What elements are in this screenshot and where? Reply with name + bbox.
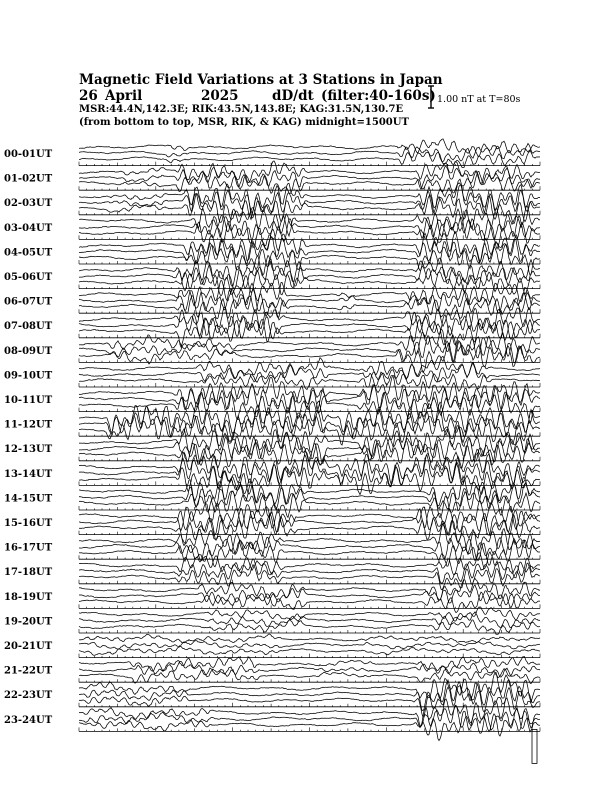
trace-MSR <box>79 242 540 275</box>
hour-row-23-24UT <box>4 698 540 741</box>
hour-label: 07-08UT <box>4 321 53 333</box>
station-coordinates: MSR:44.4N,142.3E; RIK:43.5N,143.8E; KAG:31.5N,130.7E <box>79 104 404 115</box>
hour-row-20-21UT <box>4 634 540 658</box>
minute-ticks <box>79 285 540 289</box>
hour-row-06-07UT <box>4 281 540 319</box>
hour-label: 19-20UT <box>4 616 53 628</box>
hour-label: 20-21UT <box>4 641 53 652</box>
hour-label: 23-24UT <box>4 714 53 726</box>
quantity-label: dD/dt <box>272 88 314 104</box>
trace-KAG <box>79 501 540 531</box>
hour-label: 02-03UT <box>4 198 53 210</box>
hour-label: 05-06UT <box>4 272 53 283</box>
hour-label: 01-02UT <box>4 173 53 185</box>
trace-MSR <box>79 412 540 446</box>
filter-label: (filter:40-160s) <box>321 88 436 104</box>
trace-KAG <box>79 698 540 728</box>
minute-ticks <box>79 555 540 559</box>
trace-RIK <box>79 641 540 649</box>
hour-row-13-14UT <box>4 452 540 495</box>
minute-ticks <box>79 235 540 239</box>
hour-label: 22-23UT <box>4 690 53 702</box>
minute-ticks <box>79 211 540 215</box>
hour-label: 03-04UT <box>4 222 53 234</box>
hour-row-10-11UT <box>4 376 540 422</box>
hour-label: 17-18UT <box>4 567 53 579</box>
chart-title: Magnetic Field Variations at 3 Stations in Japan <box>79 72 443 88</box>
scale-bar <box>428 86 434 108</box>
hour-row-14-15UT <box>4 476 540 517</box>
hour-label: 08-09UT <box>4 345 53 357</box>
hour-label: 06-07UT <box>4 296 53 308</box>
trace-KAG <box>79 634 540 643</box>
scale-label: 1.00 nT at T=80s <box>437 94 521 105</box>
hour-label: 21-22UT <box>4 665 53 677</box>
minute-ticks <box>79 654 540 658</box>
hour-row-19-20UT <box>4 607 540 635</box>
hour-row-05-06UT <box>4 255 540 295</box>
trace-MSR <box>79 268 540 296</box>
minute-ticks <box>79 604 540 608</box>
hour-row-21-22UT <box>4 657 540 684</box>
hour-label: 10-11UT <box>4 395 53 406</box>
station-order-note: (from bottom to top, MSR, RIK, & KAG) midnight=1500UT <box>79 117 409 128</box>
hour-label: 14-15UT <box>4 493 53 505</box>
date-day: 26 <box>79 88 98 104</box>
hour-label: 16-17UT <box>4 542 53 554</box>
hour-row-22-23UT <box>4 672 540 717</box>
date-year: 2025 <box>201 88 239 104</box>
trace-RIK <box>79 585 540 608</box>
hour-row-02-03UT <box>4 179 540 224</box>
hour-label: 04-05UT <box>4 247 53 259</box>
hour-row-16-17UT <box>4 523 540 567</box>
hour-label: 09-10UT <box>4 370 53 382</box>
hour-row-17-18UT <box>4 552 540 590</box>
offscale-marker <box>532 729 537 763</box>
trace-RIK <box>79 507 540 540</box>
minute-ticks <box>79 358 540 362</box>
hour-label: 18-19UT <box>4 591 53 603</box>
trace-KAG <box>79 139 540 157</box>
minute-ticks <box>79 629 540 633</box>
hour-row-09-10UT <box>4 356 540 391</box>
minute-ticks <box>79 162 540 166</box>
trace-KAG <box>79 476 540 505</box>
hour-row-11-12UT <box>4 401 540 446</box>
trace-KAG <box>79 376 540 409</box>
hour-label: 12-13UT <box>4 444 53 456</box>
minute-ticks <box>79 334 540 338</box>
hour-label: 13-14UT <box>4 468 53 480</box>
trace-MSR <box>79 370 540 391</box>
hour-label: 15-16UT <box>4 518 53 529</box>
date-month: April <box>105 88 143 104</box>
hour-label: 11-12UT <box>4 419 53 431</box>
hour-label: 00-01UT <box>4 149 53 160</box>
